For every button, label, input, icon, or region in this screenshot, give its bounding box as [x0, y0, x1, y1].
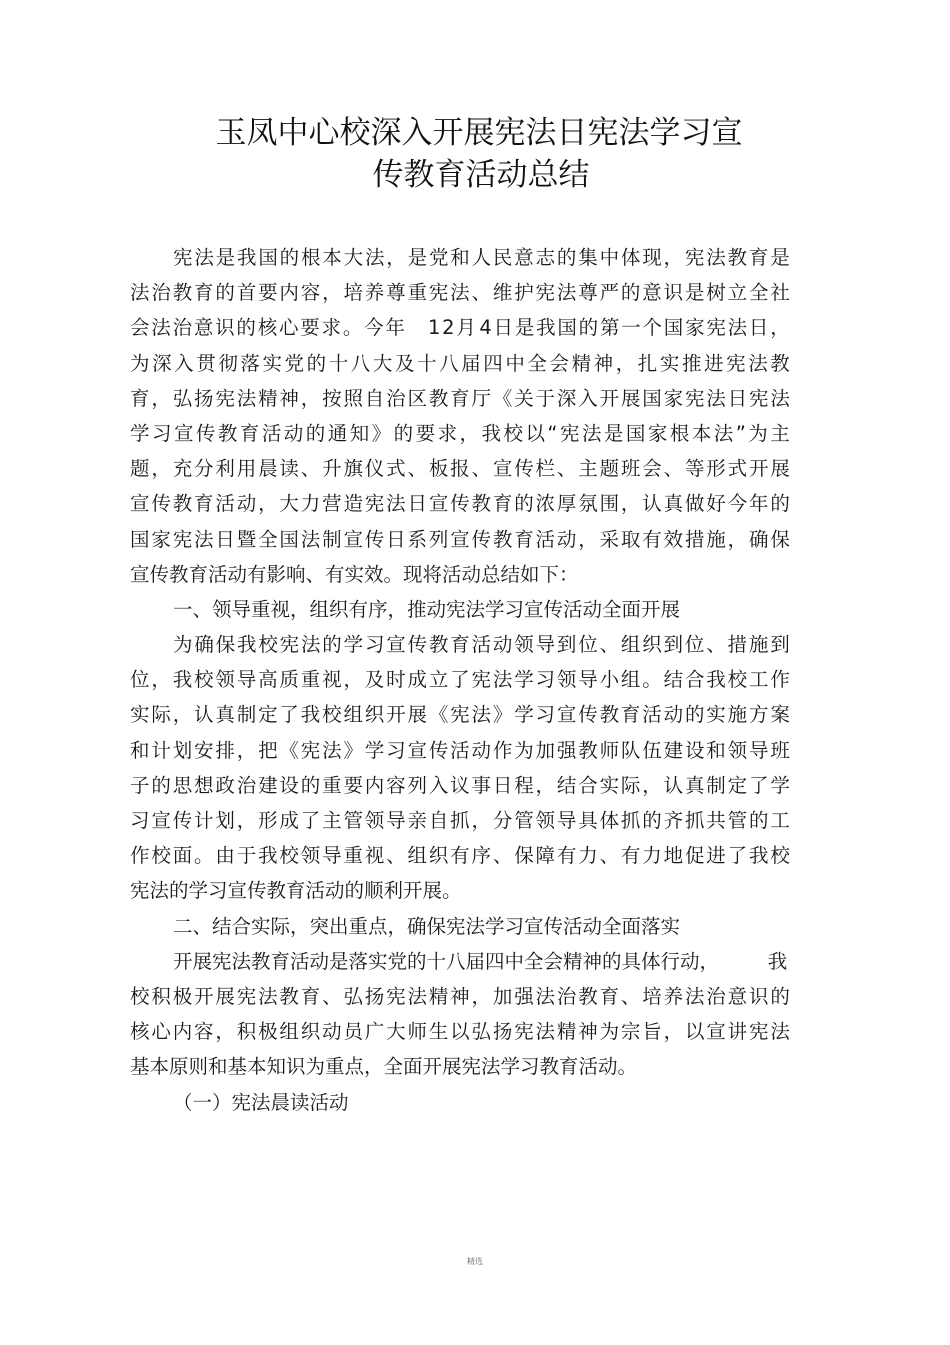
text-line: 国 家 宪 法 日 暨 全 国 法 制 宣 传 日 系 列 宣 传 教 育 活 动 ， 采 取 有 效 措 施 ， 确 保 [130, 527, 790, 551]
text-line: 作 校 面 。 由 于 我 校 领 导 重 视 、 组 织 有 序 、 保 障 有 力 、 有 力 地 促 进 了 我 校 [130, 844, 790, 868]
text-line: 校 积 极 开 展 宪 法 教 育 、 弘 扬 宪 法 精 神 ， 加 强 法 治 教 育 、 培 养 法 治 意 识 的 [130, 984, 790, 1008]
text-line: 子 的 思 想 政 治 建 设 的 重 要 内 容 列 入 议 事 日 程 ， 结 合 实 际 ， 认 真 制 定 了 学 [130, 773, 790, 797]
text-line: 一、领导重视，组织有序，推动宪法学习宣传活动全面开展 [173, 597, 681, 621]
document-title-line-2: 传教育活动总结 [372, 157, 590, 193]
text-line: 育 ， 弘 扬 宪 法 精 神 ， 按 照 自 治 区 教 育 厅 《 关 于 深 入 开 展 国 家 宪 法 日 宪 法 [130, 386, 790, 410]
text-line: 为 确 保 我 校 宪 法 的 学 习 宣 传 教 育 活 动 领 导 到 位 、 组 织 到 位 、 措 施 到 [173, 633, 790, 657]
text-line: 法 治 教 育 的 首 要 内 容 ， 培 养 尊 重 宪 法 、 维 护 宪 法 尊 严 的 意 识 是 树 立 全 社 [130, 281, 790, 305]
text-line: 宪 法 是 我 国 的 根 本 大 法 ， 是 党 和 人 民 意 志 的 集 中 体 现 ， 宪 法 教 育 是 [173, 246, 790, 269]
document-title-line-1: 玉凤中心校深入开展宪法日宪法学习宣 [215, 115, 743, 151]
text-line: 宣 传 教 育 活 动 ， 大 力 营 造 宪 法 日 宣 传 教 育 的 浓 厚 氛 围 ， 认 真 做 好 今 年 的 [130, 492, 790, 516]
text-line: 习 宣 传 计 划 ， 形 成 了 主 管 领 导 亲 自 抓 ， 分 管 领 导 具 体 抓 的 齐 抓 共 管 的 工 [130, 809, 790, 832]
text-line: 开展宪法教育活动是落实党的十八届四中全会精神的具体行动， 我 [173, 949, 788, 973]
text-line: 宪法的学习宣传教育活动的顺利开展。 [130, 879, 462, 903]
text-line: 基本原则和基本知识为重点，全面开展宪法学习教育活动。 [130, 1055, 638, 1079]
text-line: 核 心 内 容 ， 积 极 组 织 动 员 广 大 师 生 以 弘 扬 宪 法 精 神 为 宗 旨 ， 以 宣 讲 宪 法 [130, 1020, 790, 1044]
text-line: 实 际 ， 认 真 制 定 了 我 校 组 织 开 展 《 宪 法 》 学 习 宣 传 教 育 活 动 的 实 施 方 案 [130, 703, 790, 727]
text-line: 会 法 治 意 识 的 核 心 要 求 。 今 年 1 2 月 4 日 是 我 国 的 第 一 个 国 家 宪 法 日 ， [130, 316, 790, 340]
text-line: 学 习 宣 传 教 育 活 动 的 通 知 》 的 要 求 ， 我 校 以 “ 宪 法 是 国 家 根 本 法 ” 为 主 [130, 421, 790, 445]
document-body [130, 240, 790, 1120]
text-line: 和 计 划 安 排 ， 把 《 宪 法 》 学 习 宣 传 活 动 作 为 加 强 教 师 队 伍 建 设 和 领 导 班 [130, 738, 790, 762]
page-footer: 精选 [467, 1257, 483, 1266]
text-line: 二、结合实际，突出重点，确保宪法学习宣传活动全面落实 [173, 914, 681, 938]
text-line: 位 ， 我 校 领 导 高 质 重 视 ， 及 时 成 立 了 宪 法 学 习 领 导 小 组 。 结 合 我 校 工 作 [130, 668, 790, 692]
text-line: 题 ， 充 分 利 用 晨 读 、 升 旗 仪 式 、 板 报 、 宣 传 栏 、 主 题 班 会 、 等 形 式 开 展 [130, 457, 790, 481]
text-line: 为 深 入 贯 彻 落 实 党 的 十 八 大 及 十 八 届 四 中 全 会 精 神 ， 扎 实 推 进 宪 法 教 [130, 351, 790, 375]
text-line: （一）宪法晨读活动 [173, 1090, 349, 1114]
text-line: 宣传教育活动有影响、有实效。现将活动总结如下： [130, 562, 579, 586]
